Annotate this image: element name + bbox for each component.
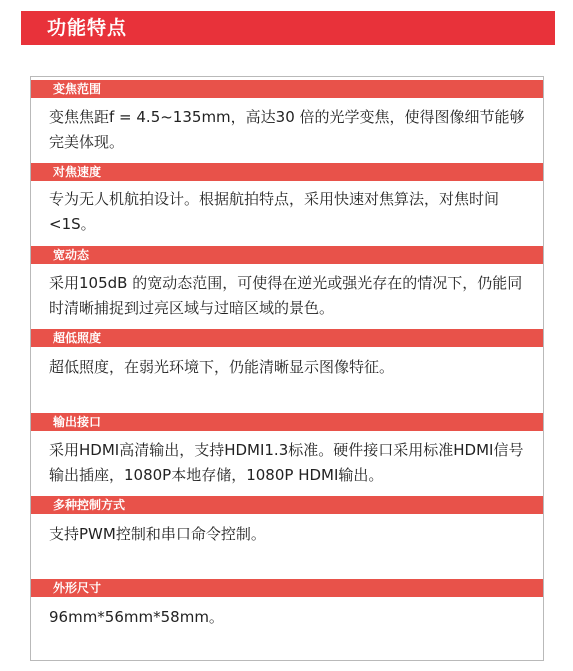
section-header-control bbox=[31, 496, 543, 514]
section-text-zoom-range: 变焦焦距f = 4.5~135mm，高达30 倍的光学变焦，使得图像细节能够完美体现。 bbox=[49, 108, 525, 151]
section-header-focus-speed bbox=[31, 163, 543, 181]
section-text-control: 支持PWM控制和串口命令控制。 bbox=[49, 525, 266, 543]
section-label: 输出接口 bbox=[53, 415, 102, 429]
section-text-dimensions: 96mm*56mm*58mm。 bbox=[49, 608, 224, 626]
section-text-wdr: 采用105dB 的宽动态范围，可使得在逆光或强光存在的情况下，仍能同时清晰捕捉到过亮区域与过暗区域的景色。 bbox=[49, 274, 523, 317]
section-label: 外形尺寸 bbox=[53, 581, 102, 595]
feature-panel bbox=[30, 76, 544, 661]
section-header-wdr bbox=[31, 246, 543, 264]
section-label: 多种控制方式 bbox=[53, 498, 126, 512]
section-header-dimensions bbox=[31, 579, 543, 597]
header-bar bbox=[21, 11, 555, 45]
section-header-zoom-range bbox=[31, 80, 543, 98]
section-text-low-light: 超低照度，在弱光环境下，仍能清晰显示图像特征。 bbox=[49, 358, 395, 376]
section-header-low-light bbox=[31, 329, 543, 347]
section-label: 宽动态 bbox=[53, 248, 90, 262]
section-text-output: 采用HDMI高清输出，支持HDMI1.3标准。硬件接口采用标准HDMI信号输出插座，1080P本地存储，1080P HDMI输出。 bbox=[49, 441, 524, 484]
section-label: 对焦速度 bbox=[53, 165, 102, 179]
page-title: 功能特点 bbox=[47, 17, 128, 39]
section-header-output bbox=[31, 413, 543, 431]
section-label: 超低照度 bbox=[53, 331, 102, 345]
section-label: 变焦范围 bbox=[53, 82, 102, 96]
section-text-focus-speed: 专为无人机航拍设计。根据航拍特点，采用快速对焦算法，对焦时间<1S。 bbox=[49, 190, 500, 233]
